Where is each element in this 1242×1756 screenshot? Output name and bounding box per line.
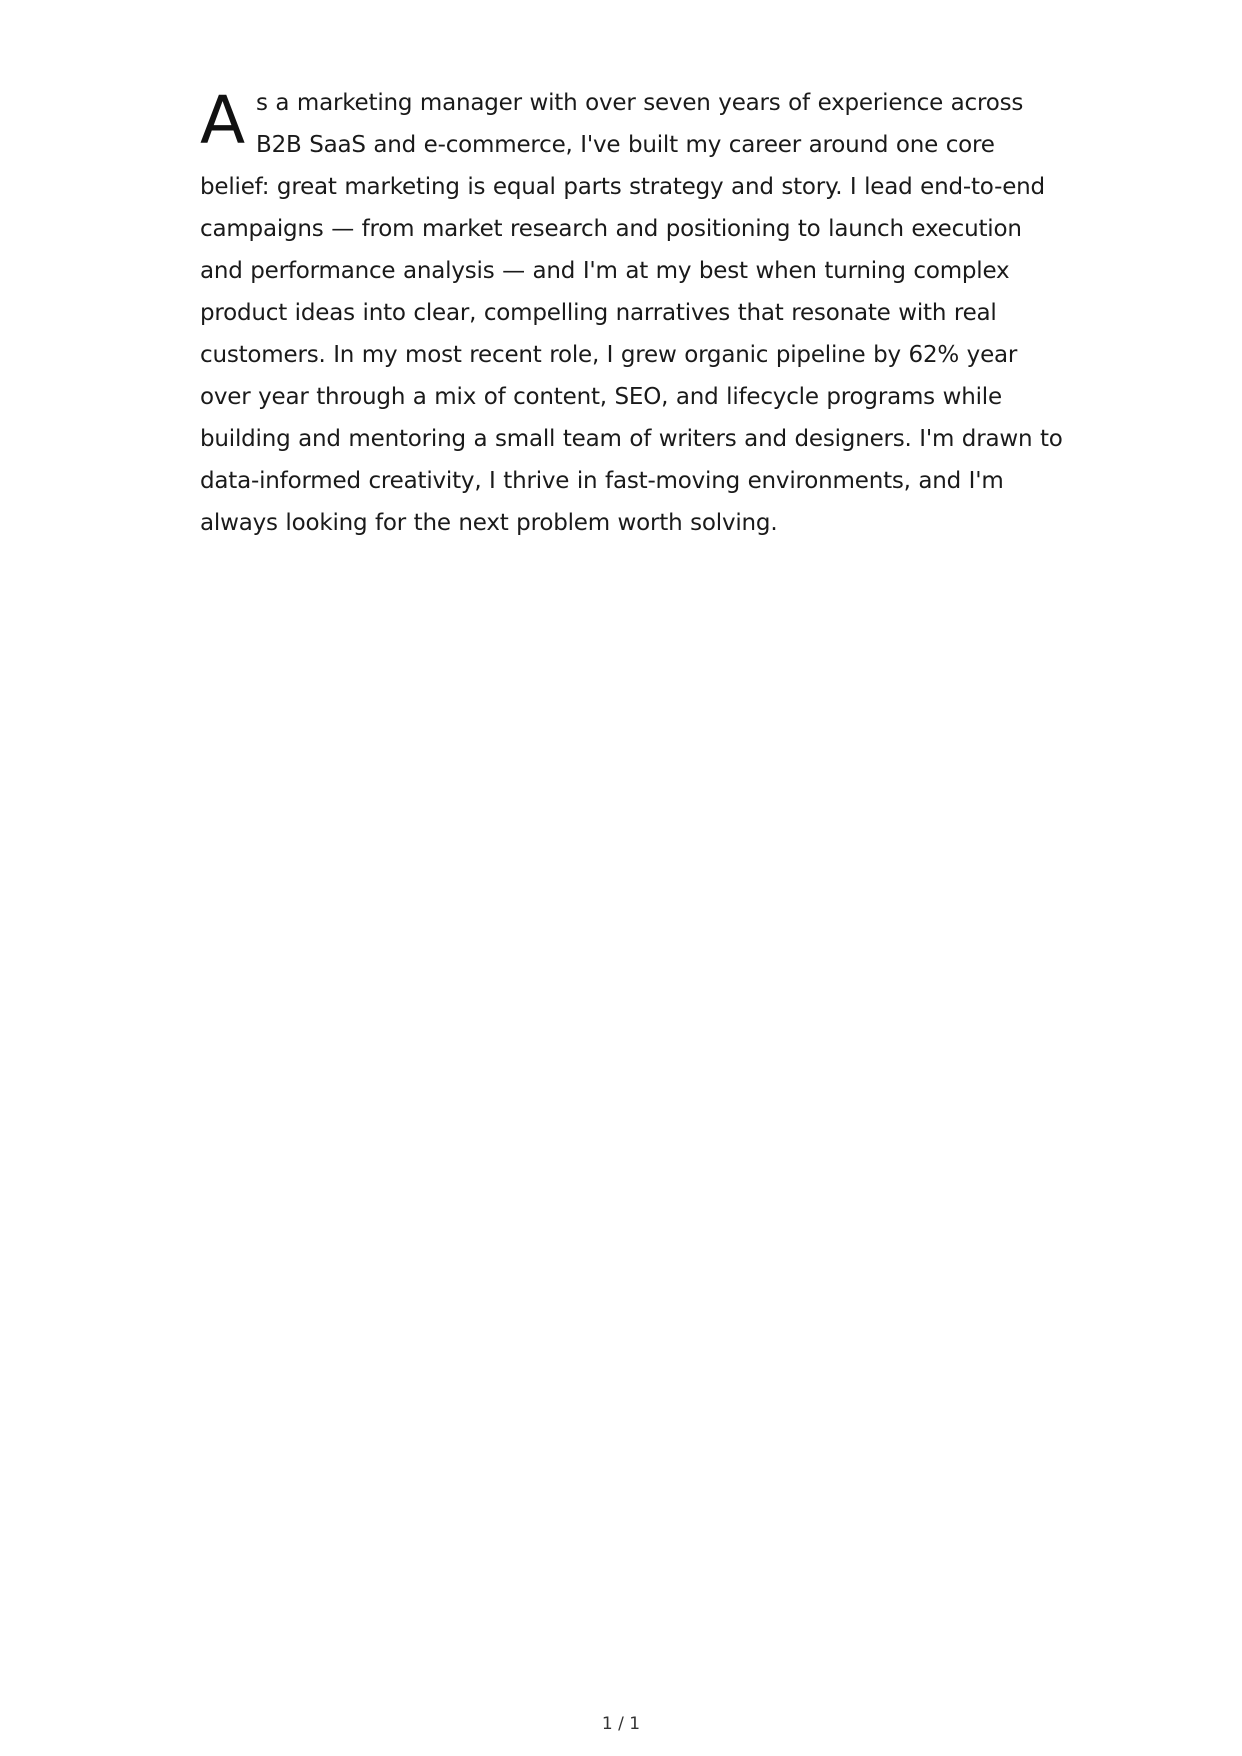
body-paragraph xyxy=(200,82,1063,544)
drop-cap: A xyxy=(200,82,245,159)
paragraph-line: data-informed creativity, I thrive in fast-moving environments, and I'm xyxy=(200,468,1004,494)
page-number: 1 / 1 xyxy=(601,1714,641,1734)
paragraph-line: campaigns — from market research and positioning to launch execution xyxy=(200,216,1022,242)
paragraph-line: always looking for the next problem worth solving. xyxy=(200,510,778,536)
paragraph-line: belief: great marketing is equal parts strategy and story. I lead end-to-end xyxy=(200,174,1045,200)
paragraph-line: B2B SaaS and e-commerce, I've built my career around one core xyxy=(256,132,995,158)
paragraph-line: s a marketing manager with over seven years of experience across xyxy=(256,90,1024,116)
paragraph-line: building and mentoring a small team of writers and designers. I'm drawn to xyxy=(200,426,1063,452)
paragraph-line: product ideas into clear, compelling narratives that resonate with real xyxy=(200,300,997,326)
paragraph-line: over year through a mix of content, SEO, and lifecycle programs while xyxy=(200,384,1002,410)
paragraph-line: and performance analysis — and I'm at my best when turning complex xyxy=(200,258,1010,284)
paragraph-line: customers. In my most recent role, I grew organic pipeline by 62% year xyxy=(200,342,1018,368)
